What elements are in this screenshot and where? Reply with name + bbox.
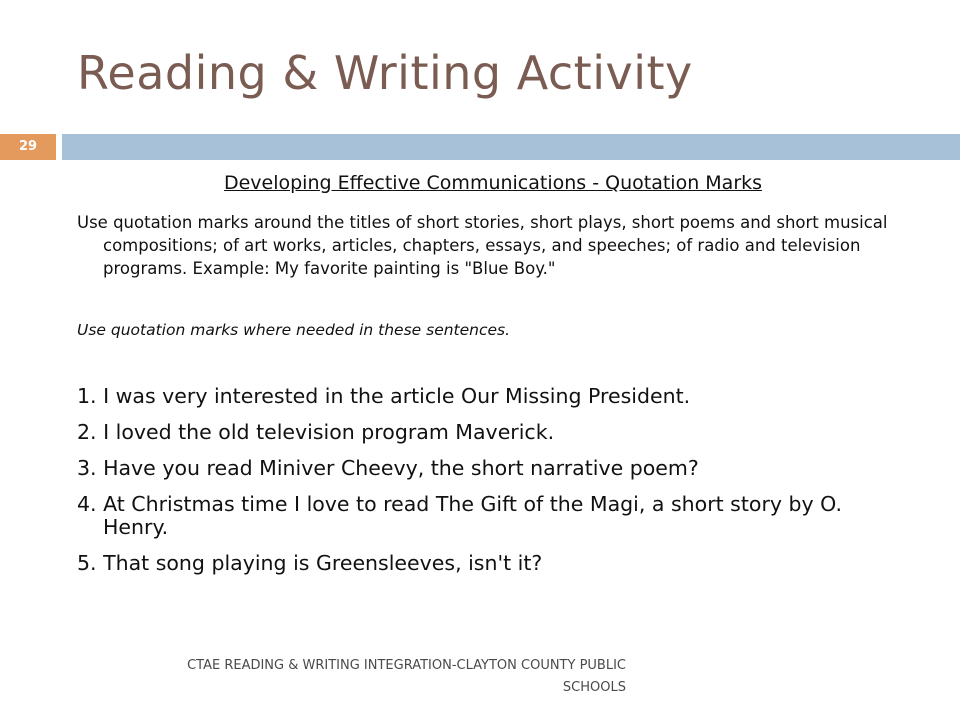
sentence-item: 3. Have you read Miniver Cheevy, the short narrative poem? [77, 456, 699, 480]
sentence-item: 1. I was very interested in the article Our Missing President. [77, 384, 691, 408]
footer-line: CTAE READING & WRITING INTEGRATION-CLAYTON COUNTY PUBLIC [187, 658, 626, 673]
sentence-item: 2. I loved the old television program Maverick. [77, 420, 555, 444]
sentence-item: 4. At Christmas time I love to read The Gift of the Magi, a short story by O. Henry. [77, 492, 842, 539]
header-divider-bar [62, 134, 960, 160]
slide-number: 29 [18, 139, 38, 154]
rule-text: Use quotation marks around the titles of short stories, short plays, short poems and short musical compositions; of art works, articles, chapters, essays, and speeches; of radio and television programs. Example: My favorite painting is "Blue Boy." [77, 213, 888, 278]
rule-paragraph [77, 211, 907, 280]
exercise-sentences [77, 385, 907, 588]
slide-footer [80, 655, 626, 699]
footer-line: SCHOOLS [562, 680, 626, 695]
instruction-text: Use quotation marks where needed in these sentences. [77, 321, 511, 339]
slide-subtitle: Developing Effective Communications - Quotation Marks [223, 172, 763, 194]
sentence-item: 5. That song playing is Greensleeves, isn't it? [77, 551, 543, 575]
slide-title: Reading & Writing Activity [77, 46, 693, 100]
